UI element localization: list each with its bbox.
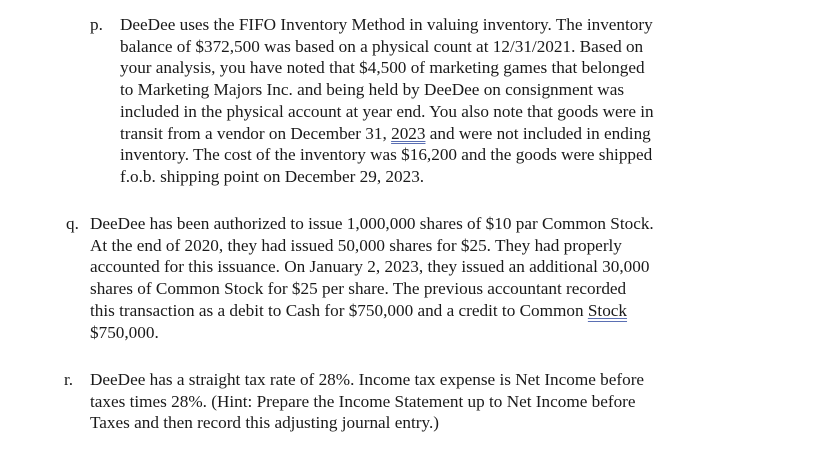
paragraph-line: included in the physical account at year end. You also note that goods were in	[120, 101, 654, 121]
paragraph-line	[120, 123, 654, 145]
paragraph-line: accounted for this issuance. On January 2, 2023, they issued an additional 30,000	[90, 257, 650, 277]
paragraph-line: shares of Common Stock for $25 per share. The previous accountant recorded	[90, 279, 627, 299]
paragraph-line: DeeDee has a straight tax rate of 28%. Income tax expense is Net Income before	[90, 370, 645, 389]
grammar-flagged-year: 2023	[391, 123, 426, 143]
paragraph-line: DeeDee uses the FIFO Inventory Method in valuing inventory. The inventory	[120, 15, 653, 34]
list-marker-r: r.	[64, 370, 74, 389]
paragraph-line	[90, 300, 654, 322]
paragraph-line: f.o.b. shipping point on December 29, 2023.	[120, 166, 425, 186]
paragraph-line: DeeDee has been authorized to issue 1,000,000 shares of $10 par Common Stock.	[90, 214, 654, 233]
paragraph-line: At the end of 2020, they had issued 50,000 shares for $25. They had properly	[90, 235, 622, 255]
line-text: transit from a vendor on December 31,	[120, 123, 392, 143]
list-item-p	[90, 14, 654, 188]
paragraph-line: your analysis, you have noted that $4,500 of marketing games that belonged	[120, 58, 645, 78]
list-item-r	[64, 369, 645, 434]
paragraph-line: taxes times 28%. (Hint: Prepare the Income Statement up to Net Income before	[90, 391, 636, 411]
paragraph-line: balance of $372,500 was based on a physical count at 12/31/2021. Based on	[120, 36, 644, 56]
list-item-q	[66, 213, 654, 343]
paragraph-line: $750,000.	[90, 322, 159, 342]
list-marker-q: q.	[66, 214, 79, 233]
paragraph-line: Taxes and then record this adjusting journal entry.)	[90, 413, 439, 433]
line-text: this transaction as a debit to Cash for $750,000 and a credit to Common	[90, 300, 588, 320]
paragraph-line: to Marketing Majors Inc. and being held by DeeDee on consignment was	[120, 80, 625, 100]
paragraph-line: inventory. The cost of the inventory was $16,200 and the goods were shipped	[120, 145, 653, 165]
line-text: and were not included in ending	[425, 123, 651, 143]
list-marker-p: p.	[90, 15, 103, 34]
grammar-flagged-word: Stock	[587, 300, 628, 320]
